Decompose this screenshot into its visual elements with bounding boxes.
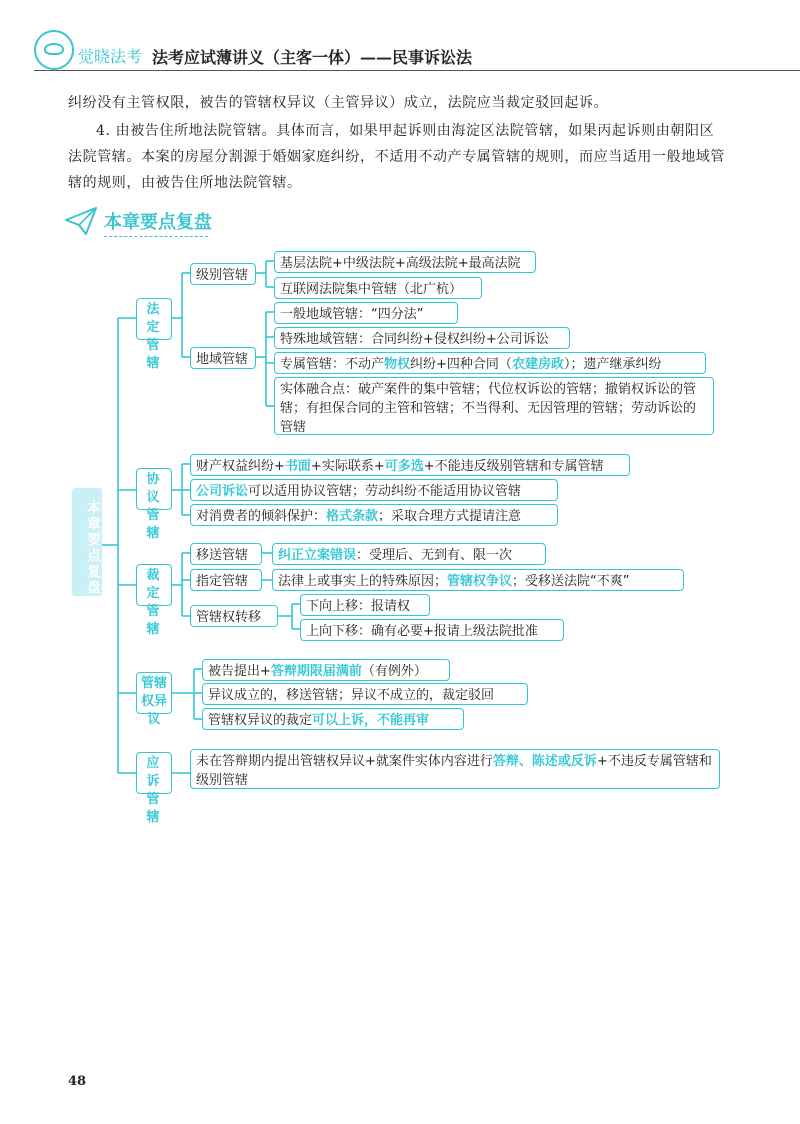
text: 财产权益纠纷+ [196, 459, 285, 474]
text: 法律上或事实上的特殊原因； [278, 574, 448, 589]
highlight-text: 答辩、陈述或反诉 [492, 754, 597, 769]
text: ）；遗产继承纠纷 [563, 357, 662, 372]
text: 未在答辩期内提出管辖权异议+就案件实体内容进行 [196, 754, 493, 769]
paragraph-answer-4: 4. 由被告住所地法院管辖。具体而言，如果甲起诉则由海淀区法院管辖，如果丙起诉则由朝阳区法院管辖。本案的房屋分割源于婚姻家庭纠纷，不适用不动产专属管辖的规则，而应当适用一般地域管辖的规则，由被告住所地法院管辖。 [68, 123, 725, 191]
leaf-company-litigation [190, 479, 558, 501]
highlight-text: 纠正立案错误 [278, 548, 357, 563]
node-ruling-jurisdiction: 裁定管辖 [136, 564, 172, 606]
node-agreement-jurisdiction: 协议管辖 [136, 468, 172, 510]
leaf-shift-up: 下向上移：报请权 [300, 594, 430, 616]
leaf-objection-timing [202, 659, 450, 681]
leaf-internet-courts: 互联网法院集中管辖（北广杭） [274, 277, 482, 299]
highlight-text: 管辖权争议 [447, 574, 513, 589]
leaf-special-territorial: 特殊地域管辖：合同纠纷+侵权纠纷+公司诉讼 [274, 327, 570, 349]
node-transfer-jurisdiction: 移送管辖 [190, 543, 262, 565]
page-number: 48 [68, 1074, 87, 1089]
highlight-text: 答辩期限届满前 [270, 664, 362, 679]
leaf-designated-detail [272, 569, 684, 591]
text: 对消费者的倾斜保护： [196, 509, 327, 524]
text: ；采取合理方式提请注意 [378, 509, 522, 524]
brand-name: 觉晓法考 [78, 47, 143, 66]
text: 专属管辖：不动产 [280, 357, 385, 372]
text: +实际联系+ [310, 459, 385, 474]
highlight-text: 可多选 [384, 459, 424, 474]
leaf-court-levels: 基层法院+中级法院+高级法院+最高法院 [274, 251, 536, 273]
highlight-text: 书面 [284, 459, 311, 474]
text: 管辖权异议的裁定 [208, 713, 313, 728]
leaf-transfer-detail [272, 543, 546, 565]
leaf-exclusive-jurisdiction [274, 352, 706, 374]
leaf-objection-appeal [202, 708, 464, 730]
leaf-consumer-protection [190, 504, 558, 526]
text: 可以适用协议管辖；劳动纠纷不能适用协议管辖 [248, 484, 522, 499]
text: 纠纷+四种合同（ [410, 357, 512, 372]
node-designated-jurisdiction: 指定管辖 [190, 569, 262, 591]
highlight-text: 可以上诉，不能再审 [312, 713, 430, 728]
highlight-text: 格式条款 [326, 509, 379, 524]
text: ；受移送法院“不爽” [512, 574, 630, 589]
mindmap-root: 本章要点复盘 [72, 488, 102, 596]
leaf-shift-down: 上向下移：确有必要+报请上级法院批准 [300, 619, 564, 641]
leaf-response-conditions [190, 749, 720, 789]
highlight-text: 公司诉讼 [196, 484, 249, 499]
text: ：受理后、无到有、限一次 [356, 548, 513, 563]
leaf-general-territorial: 一般地域管辖：“四分法” [274, 302, 458, 324]
text: 被告提出+ [208, 664, 271, 679]
node-statutory-jurisdiction: 法定管辖 [136, 298, 172, 340]
text: +不能违反级别管辖和专属管辖 [423, 459, 604, 474]
running-header-title: 法考应试薄讲义（主客一体）——民事诉讼法 [152, 48, 473, 67]
text: +不违反专属管辖和级别管辖 [196, 754, 712, 788]
section-heading: 本章要点复盘 [104, 212, 212, 233]
leaf-substantive-integration: 实体融合点：破产案件的集中管辖；代位权诉讼的管辖；撤销权诉讼的管辖；有担保合同的主管和管辖；不当得利、无因管理的管辖；劳动诉讼的管辖 [274, 377, 714, 435]
node-response-jurisdiction: 应诉管辖 [136, 752, 172, 794]
highlight-text: 物权 [384, 357, 411, 372]
node-jurisdiction-objection: 管辖权异议 [136, 672, 172, 714]
highlight-text: 农建房政 [511, 357, 564, 372]
paragraph-continuation: 纠纷没有主管权限，被告的管辖权异议（主管异议）成立，法院应当裁定驳回起诉。 [68, 95, 609, 111]
text: （有例外） [361, 664, 427, 679]
node-level-jurisdiction: 级别管辖 [190, 263, 256, 285]
leaf-objection-outcome: 异议成立的，移送管辖；异议不成立的，裁定驳回 [202, 683, 528, 705]
node-territorial-jurisdiction: 地域管辖 [190, 347, 256, 369]
node-jurisdiction-shift: 管辖权转移 [190, 605, 278, 627]
leaf-agreement-conditions [190, 454, 630, 476]
